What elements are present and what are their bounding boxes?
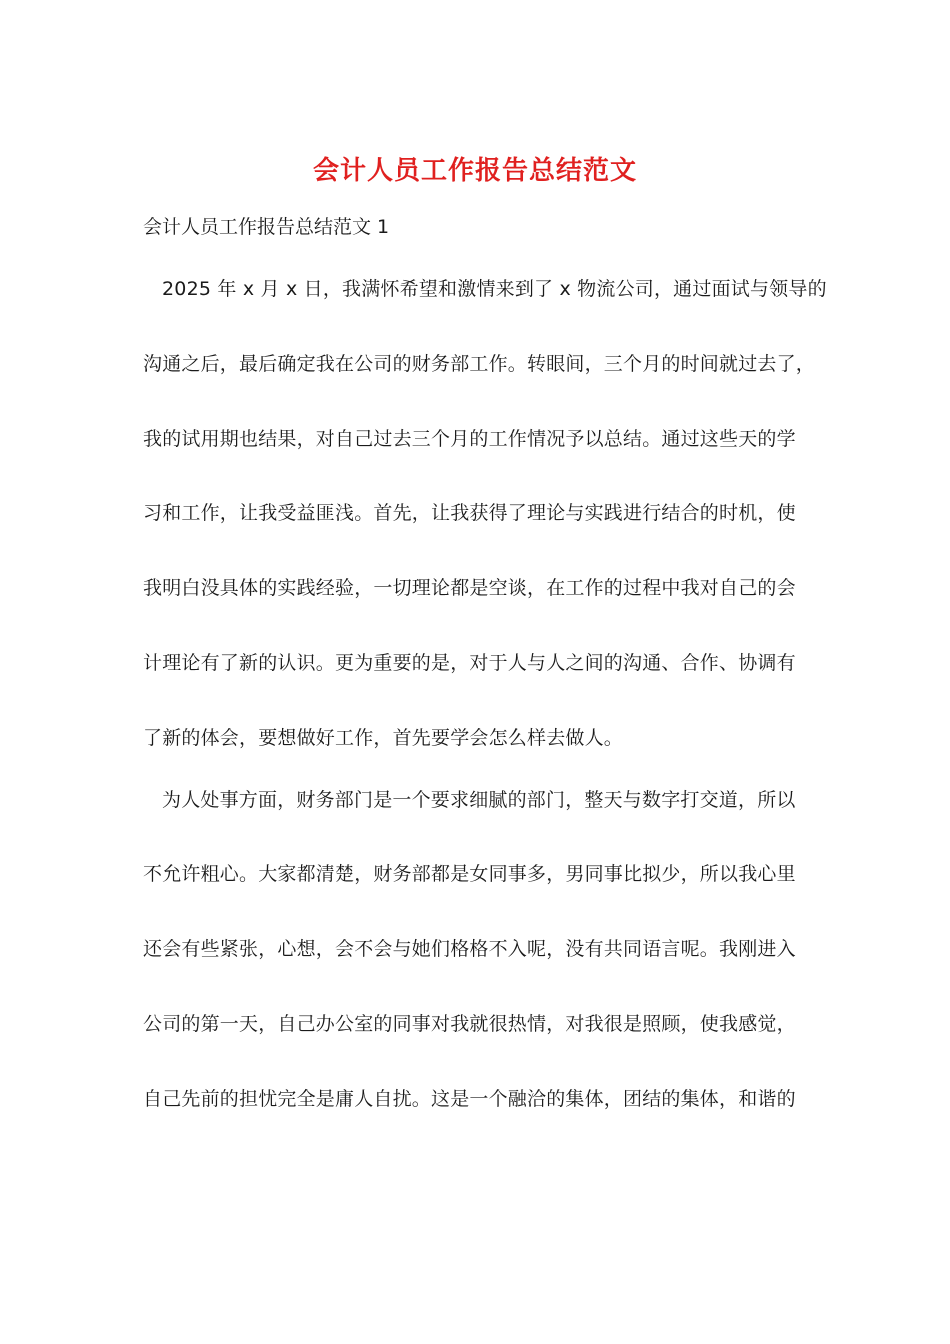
- paragraph-line: 不允许粗心。大家都清楚，财务部都是女同事多，男同事比拟少，所以我心里: [143, 863, 796, 885]
- paragraph-line: 为人处事方面，财务部门是一个要求细腻的部门，整天与数字打交道，所以: [162, 789, 796, 811]
- paragraph-line: 还会有些紧张，心想，会不会与她们格格不入呢，没有共同语言呢。我刚进入: [143, 938, 796, 960]
- paragraph-line: 2025 年 x 月 x 日，我满怀希望和激情来到了 x 物流公司，通过面试与领导的: [162, 278, 827, 300]
- paragraph-line: 沟通之后，最后确定我在公司的财务部工作。转眼间，三个月的时间就过去了，: [143, 353, 816, 375]
- paragraph-line: 自己先前的担忧完全是庸人自扰。这是一个融洽的集体，团结的集体，和谐的: [143, 1088, 796, 1110]
- paragraph-line: 计理论有了新的认识。更为重要的是，对于人与人之间的沟通、合作、协调有: [143, 652, 796, 674]
- paragraph-line: 我的试用期也结果，对自己过去三个月的工作情况予以总结。通过这些天的学: [143, 428, 796, 450]
- paragraph-line: 了新的体会，要想做好工作，首先要学会怎么样去做人。: [143, 727, 624, 749]
- document-title: 会计人员工作报告总结范文: [312, 156, 637, 186]
- paragraph-line: 公司的第一天，自己办公室的同事对我就很热情，对我很是照顾，使我感觉，: [143, 1013, 796, 1035]
- paragraph-line: 习和工作，让我受益匪浅。首先，让我获得了理论与实践进行结合的时机，使: [143, 502, 796, 524]
- paragraph-line: 我明白没具体的实践经验，一切理论都是空谈，在工作的过程中我对自己的会: [143, 577, 796, 599]
- section-heading: 会计人员工作报告总结范文 1: [143, 216, 390, 238]
